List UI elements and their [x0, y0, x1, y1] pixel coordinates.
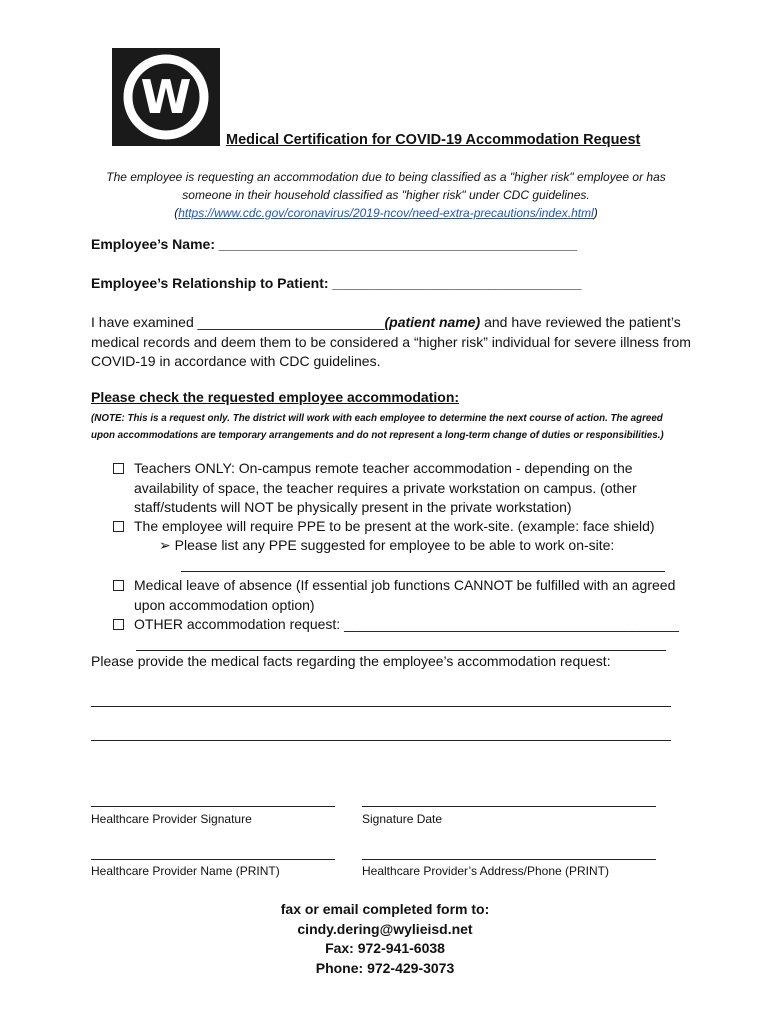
patient-name-label: (patient name) — [384, 314, 481, 330]
provider-address-line[interactable] — [362, 859, 656, 860]
accommodation-heading: Please check the requested employee accommodation: — [91, 389, 460, 405]
ppe-sub-item — [159, 537, 614, 554]
contact-fax: Fax: 972-941-6038 — [325, 940, 445, 956]
intro-text — [80, 168, 692, 222]
option-other[interactable] — [113, 615, 693, 635]
checkbox-icon[interactable] — [113, 580, 124, 591]
cdc-link-line — [80, 204, 692, 222]
exam-prefix: I have examined ________________________ — [91, 314, 385, 330]
employee-name-field[interactable]: Employee’s Name: ______________________________________________ — [91, 236, 578, 252]
relationship-field[interactable]: Employee’s Relationship to Patient: ________________________________ — [91, 275, 582, 291]
signature-line[interactable] — [91, 806, 335, 807]
logo-letter: W — [140, 70, 192, 124]
contact-instruction: fax or email completed form to: — [280, 901, 490, 917]
option-label: Medical leave of absence (If essential job functions CANNOT be fulfilled with an agreed upon accommodation option) — [134, 577, 676, 613]
provider-signature-label: Healthcare Provider Signature — [91, 812, 252, 826]
medical-facts-line-1[interactable] — [91, 706, 671, 707]
provider-name-label: Healthcare Provider Name (PRINT) — [91, 864, 280, 878]
option-ppe[interactable] — [113, 517, 693, 537]
link-open-paren: ( — [174, 206, 179, 220]
ppe-sub-label: Please list any PPE suggested for employee to be able to work on-site: — [174, 537, 615, 553]
checkbox-icon[interactable] — [113, 463, 124, 474]
contact-email[interactable]: cindy.dering@wylieisd.net — [297, 920, 473, 937]
arrow-bullet-icon: ➢ — [159, 537, 171, 553]
signature-date-label: Signature Date — [362, 812, 443, 826]
form-title: Medical Certification for COVID-19 Accommodation Request — [226, 132, 641, 148]
intro-line-2: someone in their household classified as "higher risk" under CDC guidelines. — [182, 188, 590, 202]
contact-block — [0, 900, 770, 978]
intro-line-1: The employee is requesting an accommodation due to being classified as a "higher risk" employee or has — [106, 170, 666, 184]
link-close-paren: ) — [593, 206, 598, 220]
medical-facts-line-2[interactable] — [91, 740, 671, 741]
exam-rest: and have reviewed the patient’s medical records and deem them to be considered a “higher risk” individual for severe illness from COVID-19 in accordance with CDC guidelines. — [91, 314, 691, 369]
exam-statement — [91, 313, 691, 372]
option-label: The employee will require PPE to be present at the work-site. (example: face shield) — [134, 518, 655, 534]
option-teachers-remote[interactable] — [113, 459, 693, 518]
accommodation-note: (NOTE: This is a request only. The district will work with each employee to determine the next course of action. The agreed upon accommodations are temporary arrangements and do not represent a long-term change of duties or responsibilities.) — [91, 413, 664, 441]
other-answer-line[interactable] — [136, 650, 666, 651]
medical-facts-prompt: Please provide the medical facts regarding the employee’s accommodation request: — [91, 653, 611, 669]
contact-phone: Phone: 972-429-3073 — [315, 959, 455, 976]
district-logo — [112, 48, 220, 146]
option-label: Teachers ONLY: On-campus remote teacher accommodation - depending on the availability of space, the teacher requires a private workstation on campus. (other staff/students will NOT be physically present in the private workstation) — [134, 460, 637, 515]
checkbox-icon[interactable] — [113, 521, 124, 532]
provider-address-label: Healthcare Provider’s Address/Phone (PRINT) — [362, 864, 609, 878]
ppe-answer-line[interactable] — [181, 571, 665, 572]
cdc-guidelines-link[interactable]: https://www.cdc.gov/coronavirus/2019-ncov/need-extra-precautions/index.html — [178, 206, 594, 220]
option-medical-leave[interactable] — [113, 576, 693, 615]
option-label: OTHER accommodation request: ___________________________________________ — [134, 616, 679, 632]
checkbox-icon[interactable] — [113, 619, 124, 630]
signature-date-line[interactable] — [362, 806, 656, 807]
provider-name-line[interactable] — [91, 859, 335, 860]
w-logo-icon — [122, 53, 210, 141]
